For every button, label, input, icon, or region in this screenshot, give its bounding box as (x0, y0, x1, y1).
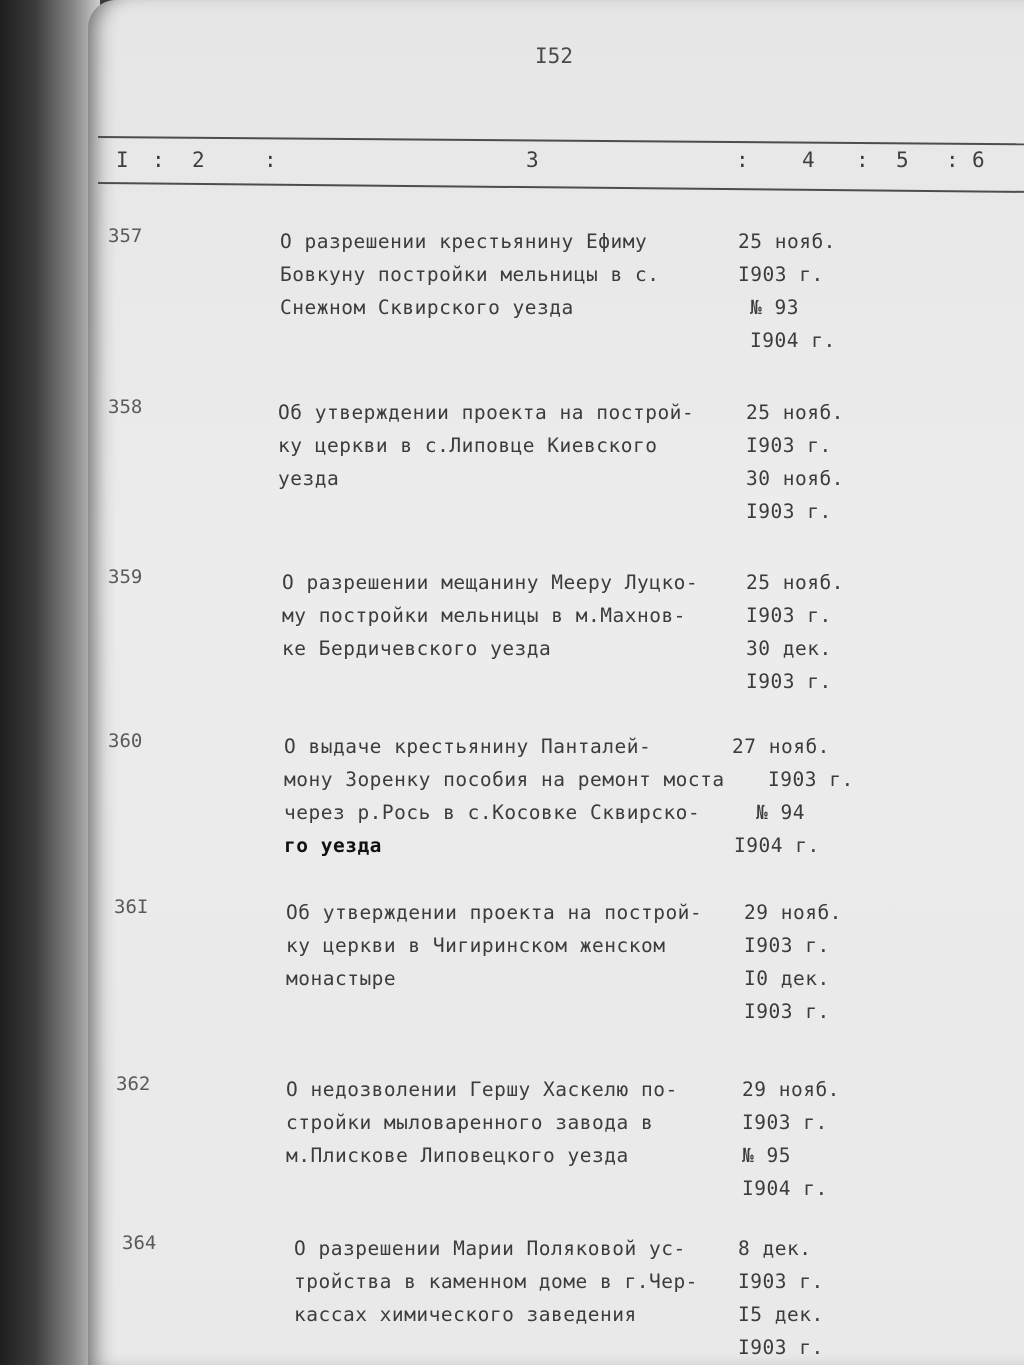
description-line: О разрешении мещанину Мееру Луцко- (282, 571, 699, 594)
description-line: О разрешении крестьянину Ефиму (280, 230, 648, 253)
description-line: Об утверждении проекта на построй- (278, 401, 695, 424)
date-line: 25 нояб. (738, 230, 836, 253)
column-header-2: 2 (192, 148, 205, 172)
entry-description (284, 730, 764, 862)
description-line: му постройки мельницы в м.Махнов- (282, 604, 686, 627)
date-line: I5 дек. (738, 1303, 824, 1326)
date-line: I904 г. (734, 834, 820, 857)
date-line: 25 нояб. (746, 401, 844, 424)
date-line: I904 г. (742, 1177, 828, 1200)
date-line: I903 г. (746, 434, 832, 457)
description-line: через р.Рось в с.Косовке Сквирско- (284, 801, 701, 824)
date-line: I903 г. (742, 1111, 828, 1134)
date-line: 8 дек. (738, 1237, 812, 1260)
entry-dates (738, 225, 898, 357)
description-line: мону Зоренку пособия на ремонт моста (284, 768, 725, 791)
description-line: кассах химического заведения (294, 1303, 637, 1326)
entry-number: 357 (108, 225, 143, 247)
column-header-5: 5 (896, 148, 909, 172)
description-line: ку церкви в с.Липовце Киевского (278, 434, 658, 457)
column-separator: : (946, 148, 959, 172)
column-header-1: I (116, 148, 129, 172)
archive-page (88, 0, 1024, 1365)
date-line: 30 дек. (746, 637, 832, 660)
entry-number: 362 (116, 1073, 151, 1095)
entry-dates (732, 730, 892, 862)
header-top-rule (98, 136, 1024, 145)
column-separator: : (152, 148, 165, 172)
book-spine (0, 0, 100, 1365)
column-header-3: 3 (526, 148, 539, 172)
date-line: I0 дек. (744, 967, 830, 990)
date-line: 29 нояб. (742, 1078, 840, 1101)
description-line: О выдаче крестьянину Панталей- (284, 735, 652, 758)
description-line: О недозволении Гершу Хаскелю по- (286, 1078, 678, 1101)
page-number: I52 (535, 44, 573, 68)
date-line: I903 г. (738, 263, 824, 286)
entry-dates (738, 1232, 898, 1364)
entry-number: 359 (108, 566, 143, 588)
date-line: I903 г. (746, 500, 832, 523)
entry-dates (742, 1073, 902, 1205)
entry-number: 364 (122, 1232, 157, 1254)
entry-dates (744, 896, 904, 1028)
description-line: го уезда (284, 834, 382, 857)
date-line: I903 г. (744, 1000, 830, 1023)
column-separator: : (264, 148, 277, 172)
entry-description (286, 896, 766, 995)
date-line: I904 г. (750, 329, 836, 352)
description-line: тройства в каменном доме в г.Чер- (294, 1270, 698, 1293)
date-line: I903 г. (738, 1336, 824, 1359)
description-line: стройки мыловаренного завода в (286, 1111, 654, 1134)
entry-number: 36I (114, 896, 149, 918)
description-line: уезда (278, 467, 340, 490)
date-line: № 95 (742, 1144, 791, 1167)
column-header-4: 4 (802, 148, 815, 172)
header-bottom-rule (98, 182, 1024, 193)
column-header-6: 6 (972, 148, 985, 172)
entry-description (294, 1232, 774, 1331)
description-line: Снежном Сквирского уезда (280, 296, 574, 319)
description-line: монастыре (286, 967, 397, 990)
date-line: I903 г. (738, 1270, 824, 1293)
description-line: ке Бердичевского уезда (282, 637, 552, 660)
column-separator: : (856, 148, 869, 172)
date-line: I903 г. (746, 670, 832, 693)
entry-description (282, 566, 762, 665)
date-line: 30 нояб. (746, 467, 844, 490)
entry-number: 358 (108, 396, 143, 418)
description-line: ку церкви в Чигиринском женском (286, 934, 666, 957)
entry-description (286, 1073, 766, 1172)
entry-number: 360 (108, 730, 143, 752)
entry-dates (746, 566, 906, 698)
date-line: 29 нояб. (744, 901, 842, 924)
description-line: О разрешении Марии Поляковой ус- (294, 1237, 686, 1260)
date-line: 27 нояб. (732, 735, 830, 758)
date-line: I903 г. (768, 768, 854, 791)
description-line: Бовкуну постройки мельницы в с. (280, 263, 660, 286)
entry-description (280, 225, 760, 324)
date-line: № 93 (750, 296, 799, 319)
description-line: м.Плискове Липовецкого уезда (286, 1144, 629, 1167)
entry-description (278, 396, 758, 495)
description-line: Об утверждении проекта на построй- (286, 901, 703, 924)
column-header-row (88, 148, 1024, 178)
date-line: I903 г. (744, 934, 830, 957)
column-separator: : (736, 148, 749, 172)
date-line: I903 г. (746, 604, 832, 627)
date-line: № 94 (756, 801, 805, 824)
date-line: 25 нояб. (746, 571, 844, 594)
entry-dates (746, 396, 906, 528)
